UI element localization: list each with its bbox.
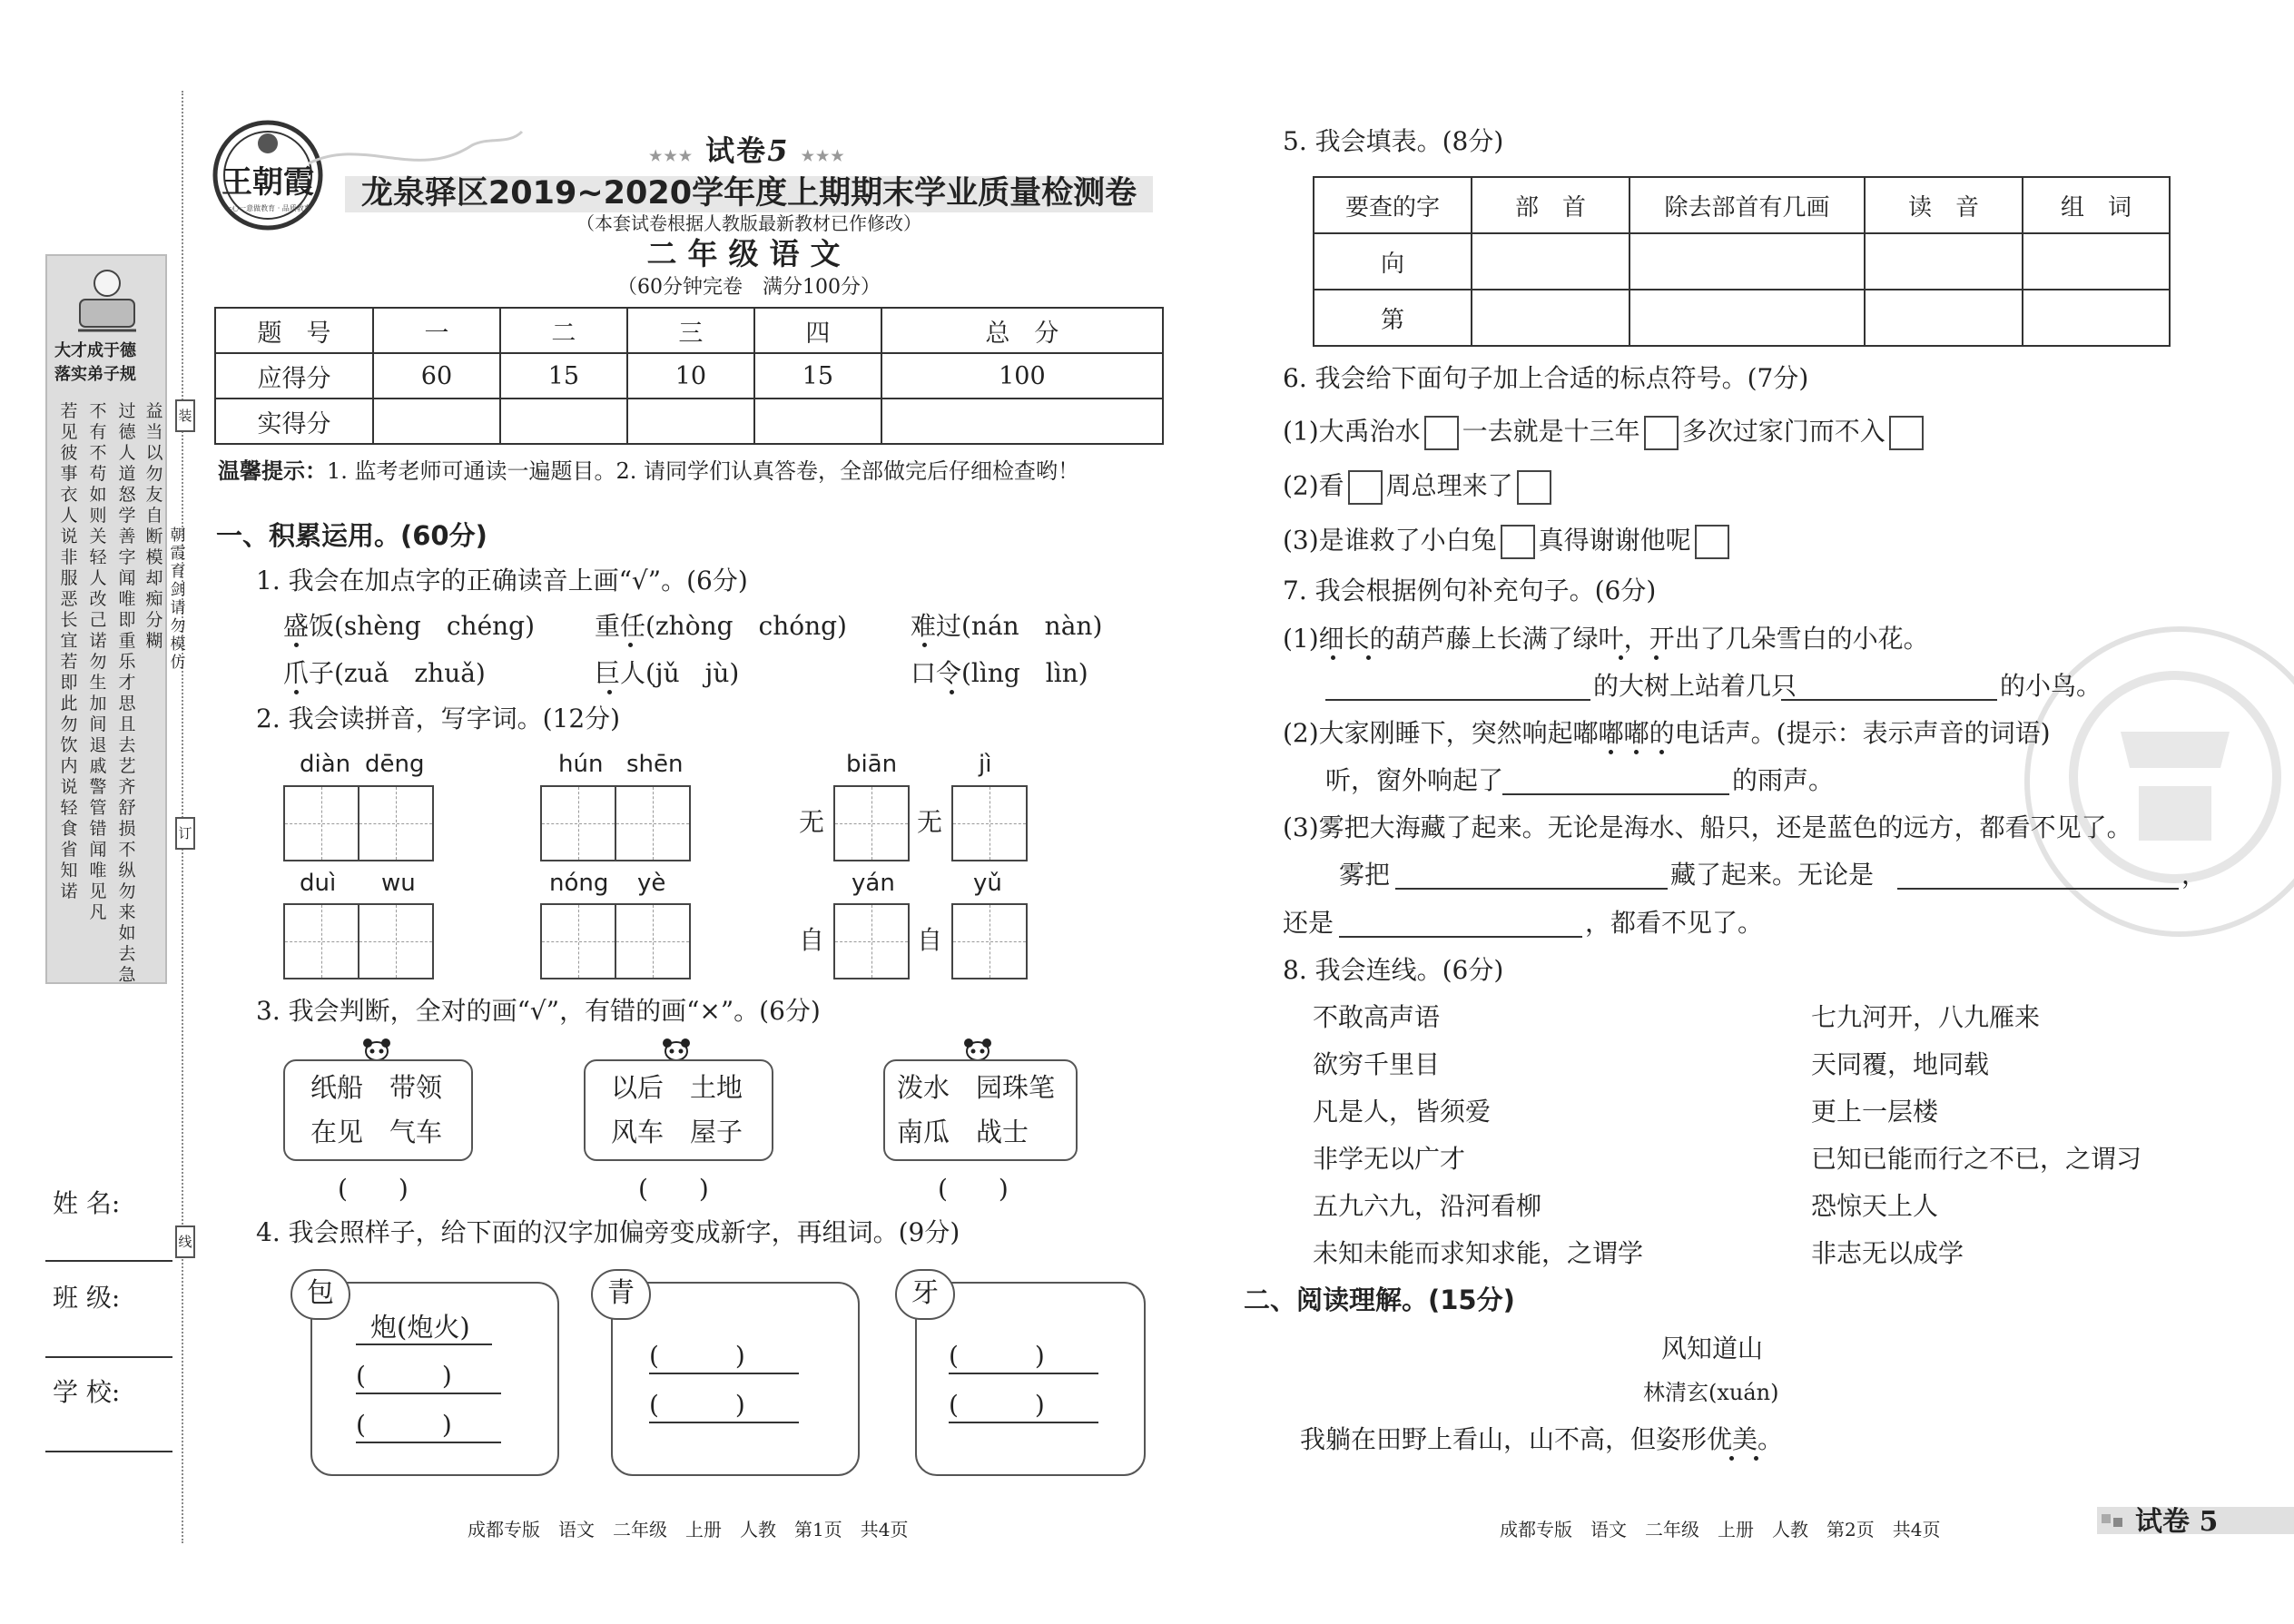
pinyin: wu: [381, 870, 416, 897]
footer-left: 成都专版 语文 二年级 上册 人教 第1页 共4页: [468, 1519, 909, 1540]
match-right-item[interactable]: 非志无以成学: [1811, 1238, 1964, 1268]
score-cell: 60: [373, 353, 500, 399]
lookup-header-cell: 读 音: [1865, 177, 2023, 233]
writing-grid[interactable]: [540, 903, 691, 979]
q7-fill-text: 还是: [1283, 908, 1334, 938]
score-cell: 实得分: [215, 399, 373, 444]
emphasis-dot: [950, 690, 954, 694]
emphasis-dot: [628, 643, 633, 647]
punct-box[interactable]: [1695, 525, 1729, 559]
pinyin: biān: [846, 751, 898, 778]
sidebar-text-col-4: 益当以勿友自断模却痴分糊: [145, 401, 163, 651]
score-header-cell: 总 分: [881, 308, 1163, 353]
radical-blank[interactable]: ( ): [949, 1341, 1045, 1371]
exam-note: （本套试卷根据人教版最新教材已作修改）: [576, 212, 921, 234]
score-input-cell[interactable]: [754, 399, 881, 444]
seal-stamp-icon: [2066, 668, 2284, 890]
lookup-input-cell[interactable]: [2023, 233, 2170, 290]
score-header-cell: 题 号: [215, 308, 373, 353]
score-table: [214, 307, 1164, 445]
fill-blank[interactable]: [1897, 888, 2179, 890]
writing-grid[interactable]: [833, 903, 910, 979]
q8-title: 8. 我会连线。(6分): [1283, 955, 1504, 985]
sidebar-vertical-note: 朝霞育剑 请勿模仿: [170, 527, 186, 672]
q7-example-3: (3)雾把大海藏了起来。无论是海水、船只，还是蓝色的远方，都看不见了。: [1283, 812, 2132, 842]
answer-line: [649, 1422, 799, 1423]
sidebar-text-col-2: 不有不苟如则关轻人改己诺勿生加间退戚警管错闻唯见凡: [89, 401, 107, 922]
logo-text: 王朝霞: [222, 164, 314, 201]
q7-fill-text: 的小鸟。: [2000, 671, 2102, 701]
match-right-item[interactable]: 恐惊天上人: [1811, 1191, 1939, 1221]
article-first-line: 我躺在田野上看山，山不高，但姿形优美。: [1300, 1424, 1784, 1454]
school-field[interactable]: [45, 1451, 172, 1452]
punct-sentence: [1283, 525, 1733, 559]
panda-icon: [962, 1038, 993, 1061]
match-left-item[interactable]: 未知未能而求知求能，之谓学: [1313, 1238, 1644, 1268]
score-header-cell: 一: [373, 308, 500, 353]
q4-title: 4. 我会照样子，给下面的汉字加偏旁变成新字，再组词。(9分): [256, 1217, 960, 1247]
star-decoration-icon: ★★★: [649, 147, 694, 164]
lookup-input-cell[interactable]: [1472, 290, 1629, 346]
class-label: 班 级:: [53, 1283, 121, 1313]
writing-grid[interactable]: [951, 785, 1028, 861]
pinyin: jì: [979, 751, 992, 778]
radical-base-char: 牙: [895, 1269, 955, 1320]
square-decoration-icon: [2102, 1514, 2111, 1523]
fill-blank[interactable]: [1781, 699, 1997, 701]
score-cell: 应得分: [215, 353, 373, 399]
punct-text: 一去就是十三年: [1462, 416, 1640, 447]
class-field[interactable]: [45, 1356, 172, 1358]
match-left-item[interactable]: 凡是人，皆须爱: [1313, 1097, 1492, 1127]
binding-mark-3: 线: [175, 1225, 195, 1258]
grid-prefix-char: 自: [799, 925, 825, 955]
lookup-table: [1313, 176, 2171, 347]
dizigui-sidebar: [45, 254, 167, 984]
match-left-item[interactable]: 非学无以广才: [1313, 1144, 1466, 1174]
q7-fill-text: ，都看不见了。: [1585, 908, 1764, 938]
q1-item: 巨人(jǔ jù): [595, 658, 740, 688]
writing-grid[interactable]: [540, 785, 691, 861]
lookup-input-cell[interactable]: [1629, 290, 1865, 346]
score-header-cell: 四: [754, 308, 881, 353]
punct-box[interactable]: [1348, 470, 1383, 505]
square-decoration-icon: [2113, 1518, 2122, 1527]
radical-blank[interactable]: ( ): [356, 1361, 452, 1391]
punct-text: (3)是谁救了小白兔: [1283, 525, 1497, 556]
lookup-input-cell[interactable]: [1629, 233, 1865, 290]
judge-word-line: 风车 屋子: [611, 1117, 743, 1147]
name-field[interactable]: [45, 1260, 172, 1262]
radical-base-char: 青: [591, 1269, 651, 1320]
lookup-header-cell: 部 首: [1472, 177, 1629, 233]
emphasis-dot: [1366, 655, 1371, 660]
score-header-cell: 二: [500, 308, 627, 353]
score-input-cell[interactable]: [627, 399, 754, 444]
pinyin: yán: [852, 870, 895, 897]
q1-item: 难过(nán nàn): [911, 611, 1103, 641]
punct-text: 真得谢谢他呢: [1538, 525, 1691, 556]
lookup-char-cell: 第: [1314, 290, 1472, 346]
answer-line: [949, 1373, 1098, 1374]
article-title: 风知道山: [1661, 1334, 1764, 1363]
punct-text: (2)看: [1283, 470, 1344, 501]
emphasis-dot: [1659, 750, 1664, 754]
pinyin: dēng: [365, 751, 425, 778]
answer-line: [649, 1373, 799, 1374]
lookup-input-cell[interactable]: [1472, 233, 1629, 290]
sidebar-text-col-1: 若见彼事衣人说非服恶长宜若即此勿饮内说轻食省知诺: [60, 401, 78, 901]
answer-line: [356, 1343, 492, 1345]
score-header-cell: 三: [627, 308, 754, 353]
answer-line: [356, 1393, 501, 1394]
lookup-table-row: [1314, 233, 2170, 290]
judge-answer[interactable]: ( ): [638, 1174, 709, 1204]
pinyin: yè: [637, 870, 666, 897]
emphasis-dot: [1331, 655, 1335, 660]
q6-title: 6. 我会给下面句子加上合适的标点符号。(7分): [1283, 363, 1809, 393]
logo-small-text: 一心一意做教育 · 品质教育: [224, 204, 311, 212]
lookup-table-header: [1314, 177, 2170, 233]
emphasis-dot: [1619, 655, 1623, 660]
judge-answer[interactable]: ( ): [338, 1174, 409, 1204]
grid-prefix-char: 自: [917, 925, 943, 955]
emphasis-dot: [1654, 655, 1659, 660]
q7-fill-text: 藏了起来。无论是: [1670, 860, 1875, 890]
punct-text: 多次过家门而不入: [1681, 416, 1885, 447]
emphasis-dot: [1729, 1456, 1734, 1461]
q7-fill-text: 的雨声。: [1732, 765, 1835, 795]
footer-right: 成都专版 语文 二年级 上册 人教 第2页 共4页: [1500, 1519, 1941, 1540]
grid-prefix-char: 无: [917, 807, 943, 837]
writing-grid[interactable]: [951, 903, 1028, 979]
writing-grid[interactable]: [283, 785, 434, 861]
q1-item: 重任(zhòng chóng): [595, 611, 847, 641]
tips-label: 温馨提示：: [218, 458, 327, 484]
fill-blank[interactable]: [1325, 699, 1590, 701]
emphasis-dot: [1609, 750, 1613, 754]
star-decoration-icon: ★★★: [801, 147, 846, 164]
emphasis-dot: [1754, 1456, 1758, 1461]
radical-example: 炮(炮火): [370, 1312, 470, 1343]
fill-blank[interactable]: [1339, 936, 1582, 938]
judge-word-line: 泼水 园珠笔: [897, 1072, 1056, 1103]
q7-fill-text: 的大树上站着几只: [1593, 671, 1797, 701]
radical-blank[interactable]: ( ): [949, 1390, 1045, 1420]
match-left-item[interactable]: 五九六九，沿河看柳: [1313, 1191, 1542, 1221]
answer-line: [949, 1422, 1098, 1423]
q7-example-2: (2)大家刚睡下，突然响起嘟嘟嘟的电话声。(提示：表示声音的词语): [1283, 718, 2051, 748]
punct-text: 周总理来了: [1385, 470, 1513, 501]
emphasis-dot: [922, 643, 927, 647]
match-left-item[interactable]: 欲穷千里目: [1313, 1049, 1441, 1079]
punct-text: (1)大禹治水: [1283, 416, 1421, 447]
judge-word-line: 在见 气车: [310, 1117, 443, 1147]
score-cell: 15: [754, 353, 881, 399]
score-table-header: [215, 308, 1163, 353]
punct-box[interactable]: [1644, 416, 1679, 450]
section2-title: 二、阅读理解。(15分): [1244, 1284, 1515, 1315]
radical-bubble: [915, 1282, 1146, 1476]
radical-blank[interactable]: ( ): [356, 1410, 452, 1440]
exam-duration: （60分钟完卷 满分100分）: [617, 276, 881, 299]
paper-series-badge: ★★★ 试卷5 ★★★: [649, 133, 846, 168]
judge-word-line: 纸船 带领: [310, 1072, 443, 1103]
q7-fill-text: 雾把: [1339, 860, 1391, 890]
match-right-item[interactable]: 七九河开，八九雁来: [1811, 1002, 2041, 1032]
emphasis-dot: [607, 690, 612, 694]
scholar-figure-icon: [73, 263, 141, 336]
q3-title: 3. 我会判断，全对的画“√”，有错的画“×”。(6分): [256, 996, 821, 1026]
emphasis-dot: [294, 690, 299, 694]
match-left-item[interactable]: 不敢高声语: [1313, 1002, 1441, 1032]
lookup-header-cell: 要查的字: [1314, 177, 1472, 233]
match-right-item[interactable]: 天同覆，地同载: [1811, 1049, 1990, 1079]
q1-item: 口令(lìng lìn): [911, 658, 1088, 688]
section1-title: 一、积累运用。(60分): [216, 520, 487, 551]
score-table-row: [215, 399, 1163, 444]
score-cell: 100: [881, 353, 1163, 399]
tips-line: [218, 460, 1079, 482]
q7-fill-text: 听，窗外响起了: [1325, 765, 1504, 795]
q7-title: 7. 我会根据例句补充句子。(6分): [1283, 576, 1657, 605]
name-label: 姓 名:: [53, 1188, 121, 1218]
match-right-item[interactable]: 已知已能而行之不已，之谓习: [1811, 1144, 2142, 1174]
exam-title: 龙泉驿区2019~2020学年度上期期末学业质量检测卷: [360, 175, 1137, 212]
q5-title: 5. 我会填表。(8分): [1283, 126, 1504, 156]
q1-item: 盛饭(shèng chéng): [283, 611, 536, 641]
q1-title: 1. 我会在加点字的正确读音上画“√”。(6分): [256, 566, 748, 595]
pinyin: hún: [558, 751, 604, 778]
judge-word-line: 南瓜 战士: [897, 1117, 1029, 1147]
sidebar-motto-2: 落实弟子规: [54, 365, 136, 384]
writing-grid[interactable]: [833, 785, 910, 861]
lookup-char-cell: 向: [1314, 233, 1472, 290]
emphasis-dot: [294, 643, 299, 647]
pinyin: yǔ: [973, 870, 1002, 897]
school-label: 学 校:: [53, 1377, 121, 1407]
pinyin: duì: [300, 870, 337, 897]
pinyin: shēn: [626, 751, 684, 778]
writing-grid[interactable]: [283, 903, 434, 979]
judge-answer[interactable]: ( ): [938, 1174, 1009, 1204]
lookup-input-cell[interactable]: [1865, 233, 2023, 290]
match-right-item[interactable]: 更上一层楼: [1811, 1097, 1939, 1127]
radical-blank[interactable]: ( ): [649, 1390, 745, 1420]
grid-prefix-char: 无: [799, 807, 825, 837]
q1-item: 爪子(zuǎ zhuǎ): [283, 658, 486, 688]
q7-fill-text: ，: [2181, 860, 2208, 890]
radical-base-char: 包: [290, 1269, 350, 1320]
lookup-header-cell: 除去部首有几画: [1629, 177, 1865, 233]
score-cell: 10: [627, 353, 754, 399]
score-cell: 15: [500, 353, 627, 399]
q2-title: 2. 我会读拼音，写字词。(12分): [256, 704, 621, 733]
punct-box[interactable]: [1889, 416, 1924, 450]
fill-blank[interactable]: [1395, 888, 1668, 890]
punct-sentence: [1283, 416, 1927, 450]
pinyin: diàn: [300, 751, 351, 778]
article-author: 林清玄(xuán): [1643, 1380, 1779, 1405]
punct-sentence: [1283, 470, 1555, 505]
punct-box[interactable]: [1501, 525, 1535, 559]
binding-mark-2: 订: [175, 817, 195, 850]
answer-line: [356, 1442, 501, 1443]
lookup-input-cell[interactable]: [2023, 290, 2170, 346]
radical-bubble: [611, 1282, 860, 1476]
tips-text: 1. 监考老师可通读一遍题目。2. 请同学们认真答卷，全部做完后仔细检查哟！: [327, 458, 1080, 484]
punct-box[interactable]: [1517, 470, 1551, 505]
footer-paper-tag: 试卷 5: [2135, 1506, 2219, 1538]
panda-icon: [361, 1038, 392, 1061]
q7-example-1: (1)细长的葫芦藤上长满了绿叶，开出了几朵雪白的小花。: [1283, 624, 1929, 654]
sidebar-motto-1: 大才成于德: [54, 341, 136, 360]
sidebar-text-col-3: 过德人道怒学善字闻唯即重乐才思且去艺齐舒损不纵勿来如去急: [118, 401, 136, 985]
radical-blank[interactable]: ( ): [649, 1341, 745, 1371]
lookup-table-row: [1314, 290, 2170, 346]
lookup-header-cell: 组 词: [2023, 177, 2170, 233]
score-table-row: [215, 353, 1163, 399]
score-input-cell[interactable]: [373, 399, 500, 444]
fill-blank[interactable]: [1502, 793, 1729, 795]
panda-icon: [661, 1038, 692, 1061]
pinyin: nóng: [549, 870, 609, 897]
judge-word-line: 以后 土地: [611, 1072, 743, 1103]
score-input-cell[interactable]: [881, 399, 1163, 444]
subject-title: 二年级语文: [646, 236, 852, 271]
binding-mark-1: 装: [175, 399, 195, 432]
emphasis-dot: [1634, 750, 1639, 754]
lookup-input-cell[interactable]: [1865, 290, 2023, 346]
punct-box[interactable]: [1424, 416, 1459, 450]
score-input-cell[interactable]: [500, 399, 627, 444]
